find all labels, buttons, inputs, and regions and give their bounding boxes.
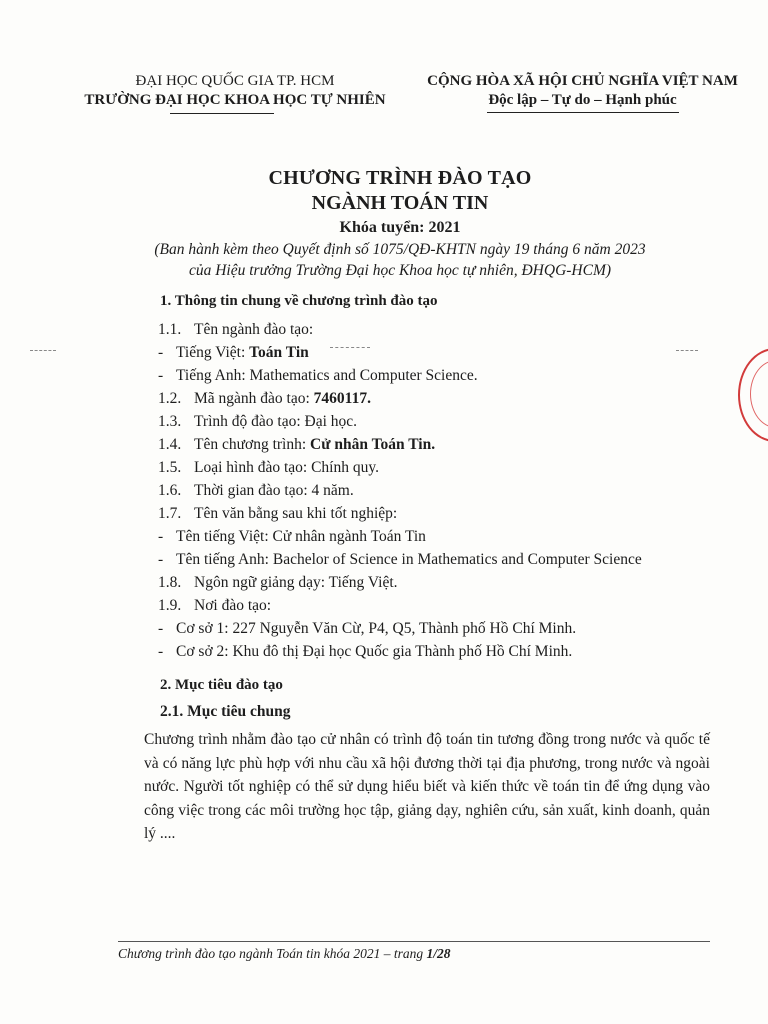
item-1-8: 1.8. Ngôn ngữ giảng dạy: Tiếng Việt.: [158, 574, 398, 591]
item-en-name: - Tiếng Anh: Mathematics and Computer Science.: [158, 367, 478, 384]
footer-text: Chương trình đào tạo ngành Toán tin khóa 2021 – trang: [118, 946, 427, 961]
item-campus-2: - Cơ sở 2: Khu đô thị Đại học Quốc gia Thành phố Hồ Chí Minh.: [158, 643, 573, 660]
footer-divider: [118, 941, 710, 942]
item-1-6: 1.6. Thời gian đào tạo: 4 năm.: [158, 482, 354, 499]
item-campus-1: - Cơ sở 1: 227 Nguyễn Văn Cừ, P4, Q5, Thành phố Hồ Chí Minh.: [158, 620, 577, 637]
item-1-7: 1.7. Tên văn bằng sau khi tốt nghiệp:: [158, 505, 398, 522]
country-name: CỘNG HÒA XÃ HỘI CHỦ NGHĨA VIỆT NAM: [427, 73, 738, 89]
section-1-heading: 1. Thông tin chung về chương trình đào tạo: [160, 293, 438, 309]
scan-artifact-mid: [330, 347, 370, 348]
school-name: TRƯỜNG ĐẠI HỌC KHOA HỌC TỰ NHIÊN: [84, 92, 386, 108]
item-degree-en: - Tên tiếng Anh: Bachelor of Science in Mathematics and Computer Science: [158, 551, 642, 568]
national-header: [410, 72, 755, 110]
scan-artifact-left: [30, 350, 56, 351]
header-underline-left: [170, 113, 274, 114]
decision-reference-2: của Hiệu trưởng Trường Đại học Khoa học tự nhiên, ĐHQG-HCM): [188, 262, 612, 279]
page-number: 1/28: [426, 946, 451, 961]
item-vn-name: - Tiếng Việt: Toán Tin: [158, 344, 309, 361]
section-2-heading: 2. Mục tiêu đào tạo: [160, 677, 283, 693]
header-underline-right: [487, 112, 679, 113]
document-title: [120, 166, 680, 281]
title-line-2: NGÀNH TOÁN TIN: [311, 192, 489, 214]
item-degree-vn: - Tên tiếng Việt: Cử nhân ngành Toán Tin: [158, 528, 426, 545]
general-objective-paragraph: Chương trình nhằm đào tạo cử nhân có trình độ toán tin tương đồng trong nước và quốc tế và có năng lực phù hợp với nhu cầu xã hội đương thời tại địa phương, trong nước và ngoài nước. Người tốt nghiệp có thể sử dụng hiểu biết và kiến thức về toán tin để ứng dụng vào công việc trong các môi trường học tập, giảng dạy, nghiên cứu, sản xuất, kinh doanh, quản lý ....: [144, 731, 710, 842]
national-motto: Độc lập – Tự do – Hạnh phúc: [488, 92, 677, 108]
item-1-9: 1.9. Nơi đào tạo:: [158, 597, 272, 614]
decision-reference-1: (Ban hành kèm theo Quyết định số 1075/QĐ-KHTN ngày 19 tháng 6 năm 2023: [154, 241, 646, 258]
item-1-3: 1.3. Trình độ đào tạo: Đại học.: [158, 413, 358, 430]
university-name: ĐẠI HỌC QUỐC GIA TP. HCM: [135, 73, 335, 89]
section-2-1-heading: 2.1. Mục tiêu chung: [160, 703, 291, 720]
item-1-1: 1.1. Tên ngành đào tạo:: [158, 321, 314, 338]
item-1-5: 1.5. Loại hình đào tạo: Chính quy.: [158, 459, 379, 476]
item-1-2: 1.2. Mã ngành đào tạo: 7460117.: [158, 390, 371, 407]
scan-artifact-right: [676, 350, 698, 351]
cohort-year: Khóa tuyển: 2021: [339, 219, 461, 236]
page-footer: [118, 946, 451, 962]
title-line-1: CHƯƠNG TRÌNH ĐÀO TẠO: [268, 167, 532, 189]
item-1-4: 1.4. Tên chương trình: Cử nhân Toán Tin.: [158, 436, 436, 453]
issuer-header: [80, 72, 390, 110]
